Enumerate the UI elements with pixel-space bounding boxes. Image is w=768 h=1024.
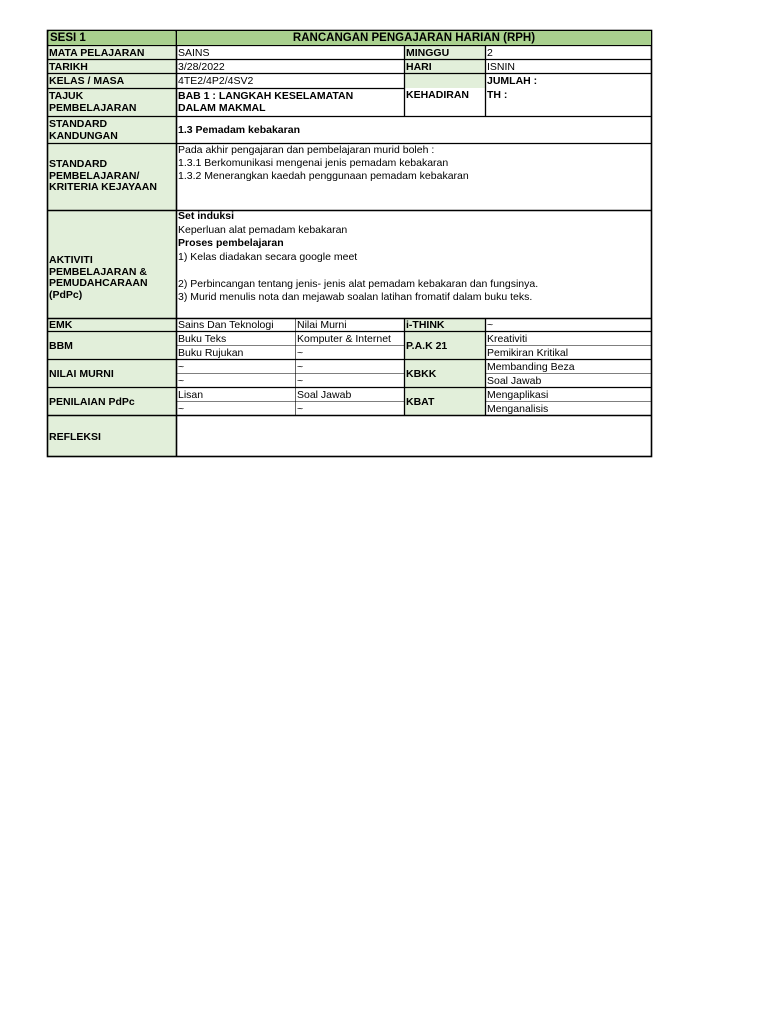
- standard-pembelajaran-line: 1.3.2 Menerangkan kaedah penggunaan pemadam kebakaran: [178, 170, 469, 182]
- kbkk-value-1: Membanding Beza: [487, 360, 575, 373]
- standard-kandungan-label: [49, 118, 175, 143]
- activity-step-2: 2) Perbincangan tentang jenis- jenis alat pemadam kebakaran dan fungsinya.: [178, 277, 539, 290]
- standard-pembelajaran-value: [178, 144, 650, 210]
- date-label: TARIKH: [49, 60, 88, 73]
- standard-kandungan-value: 1.3 Pemadam kebakaran: [178, 124, 300, 136]
- penilaian-r2c2: ~: [297, 402, 304, 415]
- induksi-text: Keperluan alat pemadam kebakaran: [178, 223, 348, 236]
- kbat-label: KBAT: [406, 395, 435, 408]
- aktiviti-label-line-3: PEMUDAHCARAAN: [49, 277, 148, 289]
- kbkk-label: KBKK: [406, 367, 437, 380]
- standard-pembelajaran-label-line-1: STANDARD: [49, 158, 108, 170]
- pak21-value-2: Pemikiran Kritikal: [487, 346, 569, 359]
- standard-kandungan-label-line-2: KANDUNGAN: [49, 130, 118, 142]
- kbkk-value-2: Soal Jawab: [487, 374, 542, 387]
- activity-step-3: 3) Murid menulis nota dan mejawab soalan latihan fromatif dalam buku teks.: [178, 291, 533, 303]
- subject-label: MATA PELAJARAN: [49, 46, 145, 59]
- bbm-r1c1: Buku Teks: [178, 332, 227, 345]
- topic-value-line-2: DALAM MAKMAL: [178, 102, 266, 114]
- emk-label: EMK: [49, 319, 73, 331]
- kbat-value-2: Menganalisis: [487, 402, 549, 415]
- topic-label: [49, 90, 175, 116]
- aktiviti-value: [178, 210, 650, 317]
- activity-blank-line: [178, 264, 650, 278]
- subject-value: SAINS: [178, 46, 210, 59]
- topic-label-line-2: PEMBELAJARAN: [49, 102, 137, 114]
- standard-kandungan-label-line-1: STANDARD: [49, 118, 108, 130]
- penilaian-label: PENILAIAN PdPc: [49, 395, 135, 408]
- refleksi-value: [178, 417, 650, 456]
- session-label: SESI 1: [49, 31, 175, 45]
- nilai-r2c2: ~: [297, 374, 304, 387]
- emk-value-1: Sains Dan Teknologi: [178, 319, 274, 331]
- bbm-r2c2: ~: [297, 346, 304, 359]
- topic-value: [178, 90, 403, 116]
- day-value: ISNIN: [487, 60, 516, 73]
- bbm-r2c1: Buku Rujukan: [178, 346, 244, 359]
- bbm-label: BBM: [49, 339, 73, 352]
- pak21-label: P.A.K 21: [406, 339, 448, 352]
- aktiviti-label-line-4: (PdPc): [49, 288, 83, 301]
- attendance-label: KEHADIRAN: [406, 89, 469, 101]
- pak21-value-1: Kreativiti: [487, 332, 528, 345]
- attendance-th: TH :: [487, 89, 508, 101]
- bbm-r1c2: Komputer & Internet: [297, 332, 391, 345]
- topic-label-line-1: TAJUK: [49, 90, 84, 102]
- set-induksi-heading: Set induksi: [178, 210, 235, 222]
- refleksi-label: REFLEKSI: [49, 430, 101, 443]
- attendance-total: JUMLAH :: [487, 75, 538, 87]
- penilaian-r2c1: ~: [178, 402, 185, 415]
- kbat-value-1: Mengaplikasi: [487, 388, 549, 401]
- standard-pembelajaran-line: Pada akhir pengajaran dan pembelajaran murid boleh :: [178, 144, 435, 156]
- penilaian-r1c2: Soal Jawab: [297, 388, 352, 401]
- standard-pembelajaran-line: 1.3.1 Berkomunikasi mengenai jenis pemadam kebakaran: [178, 157, 449, 169]
- week-label: MINGGU: [406, 46, 450, 59]
- proses-heading: Proses pembelajaran: [178, 237, 284, 249]
- ithink-value: ~: [487, 319, 494, 331]
- nilai-r1c1: ~: [178, 360, 185, 373]
- topic-value-line-1: BAB 1 : LANGKAH KESELAMATAN: [178, 90, 354, 102]
- standard-pembelajaran-label-line-3: KRITERIA KEJAYAAN: [49, 181, 157, 193]
- page-title: RANCANGAN PENGAJARAN HARIAN (RPH): [177, 31, 651, 45]
- emk-value-2: Nilai Murni: [297, 319, 347, 331]
- aktiviti-label-line-1: AKTIVITI: [49, 254, 93, 266]
- standard-pembelajaran-label: [49, 158, 175, 198]
- nilai-r2c1: ~: [178, 374, 185, 387]
- aktiviti-label-line-2: PEMBELAJARAN &: [49, 265, 148, 278]
- nilai-r1c2: ~: [297, 360, 304, 373]
- standard-pembelajaran-label-line-2: PEMBELAJARAN/: [49, 169, 140, 182]
- penilaian-r1c1: Lisan: [178, 388, 204, 401]
- date-value: 3/28/2022: [178, 60, 225, 73]
- activity-step-1: 1) Kelas diadakan secara google meet: [178, 250, 358, 263]
- day-label: HARI: [406, 60, 432, 73]
- aktiviti-label: [49, 254, 175, 304]
- nilai-murni-label: NILAI MURNI: [49, 367, 114, 380]
- class-label: KELAS / MASA: [49, 75, 125, 87]
- week-value: 2: [487, 46, 493, 59]
- ithink-label: i-THINK: [406, 319, 445, 331]
- class-value: 4TE2/4P2/4SV2: [178, 75, 254, 87]
